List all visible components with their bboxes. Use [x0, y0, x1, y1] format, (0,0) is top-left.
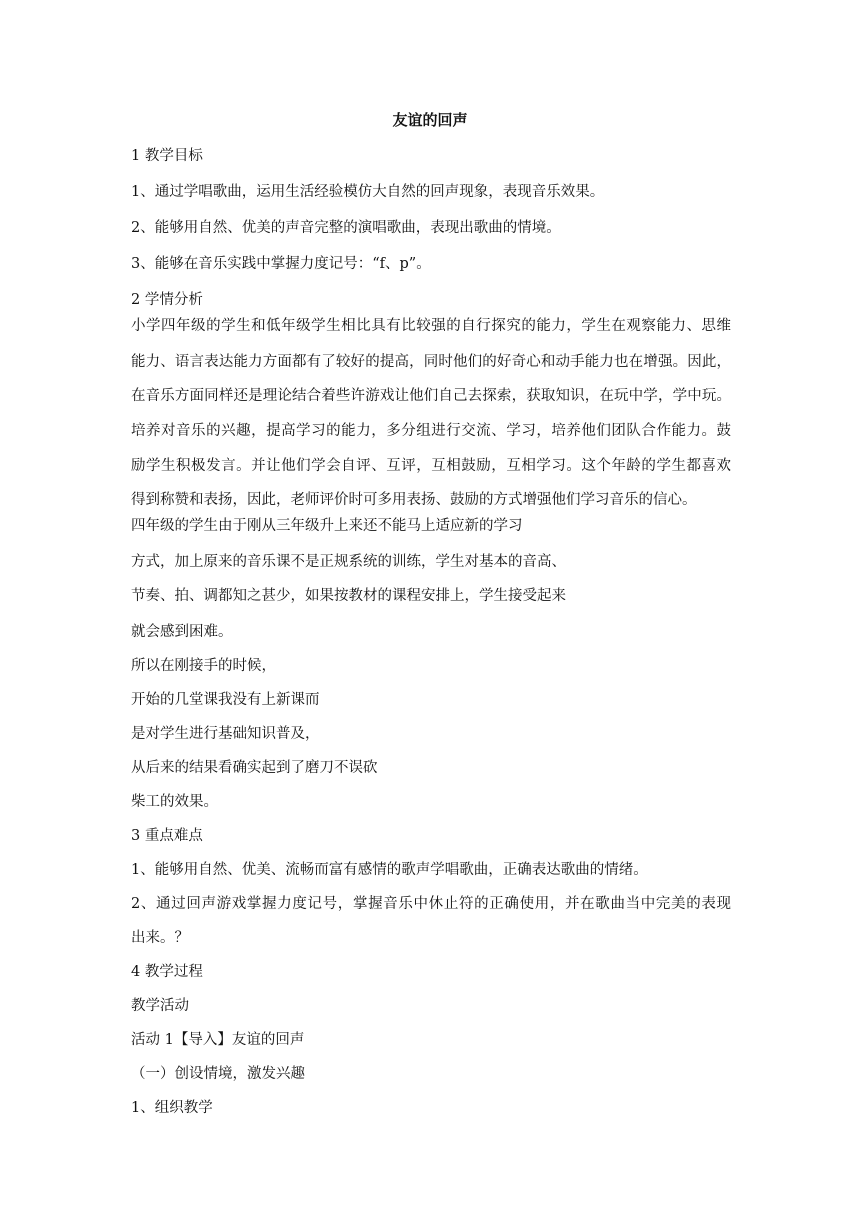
paragraph-line: 柴工的效果。 [131, 794, 218, 810]
paragraph-line: 小学四年级的学生和低年级学生相比具有比较强的自行探究的能力，学生在观察能力、思维 [131, 318, 731, 334]
paragraph-line: 开始的几堂课我没有上新课而 [131, 692, 320, 708]
paragraph-line: 1、组织教学 [131, 1100, 213, 1116]
paragraph-line: 四年级的学生由于刚从三年级升上来还不能马上适应新的学习 [131, 518, 523, 534]
paragraph-line: 培养对音乐的兴趣，提高学习的能力，多分组进行交流、学习，培养他们团队合作能力。鼓 [131, 423, 731, 439]
paragraph-line: 2、通过回声游戏掌握力度记号，掌握音乐中休止符的正确使用，并在歌曲当中完美的表现 [131, 896, 731, 912]
paragraph-line: 教学活动 [131, 998, 189, 1014]
paragraph-line: 节奏、拍、调都知之甚少，如果按教材的课程安排上，学生接受起来 [131, 588, 566, 604]
heading-teaching-process: 4 教学过程 [131, 964, 203, 980]
paragraph-line: 1、能够用自然、优美、流畅而富有感情的歌声学唱歌曲，正确表达歌曲的情绪。 [131, 862, 648, 878]
paragraph-line: 出来。？ [131, 930, 189, 946]
paragraph-line: 就会感到困难。 [131, 624, 233, 640]
paragraph-line: 所以在刚接手的时候， [131, 658, 276, 674]
paragraph-line: 2、能够用自然、优美的声音完整的演唱歌曲，表现出歌曲的情境。 [131, 220, 561, 236]
paragraph-line: 方式，加上原来的音乐课不是正规系统的训练，学生对基本的音高、 [131, 554, 566, 570]
paragraph-line: 从后来的结果看确实起到了磨刀不误砍 [131, 760, 378, 776]
paragraph-line: （一）创设情境，激发兴趣 [131, 1066, 305, 1082]
paragraph-line: 励学生积极发言。并让他们学会自评、互评，互相鼓励，互相学习。这个年龄的学生都喜欢 [131, 458, 731, 474]
document-title: 友谊的回声 [392, 111, 468, 129]
paragraph-line: 是对学生进行基础知识普及， [131, 726, 320, 742]
paragraph-line: 在音乐方面同样还是理论结合着些许游戏让他们自己去探索，获取知识，在玩中学，学中玩。 [131, 388, 731, 404]
heading-key-points: 3 重点难点 [131, 828, 203, 844]
heading-student-analysis: 2 学情分析 [131, 292, 203, 308]
paragraph-line: 能力、语言表达能力方面都有了较好的提高，同时他们的好奇心和动手能力也在增强。因此， [131, 354, 731, 370]
paragraph-line: 3、能够在音乐实践中掌握力度记号：“f、p”。 [131, 256, 431, 272]
paragraph-line: 1、通过学唱歌曲，运用生活经验模仿大自然的回声现象，表现音乐效果。 [131, 184, 605, 200]
heading-teaching-goals: 1 教学目标 [131, 148, 203, 164]
paragraph-line: 得到称赞和表扬，因此，老师评价时可多用表扬、鼓励的方式增强他们学习音乐的信心。 [131, 492, 697, 508]
paragraph-line: 活动 1【导入】友谊的回声 [131, 1032, 305, 1048]
